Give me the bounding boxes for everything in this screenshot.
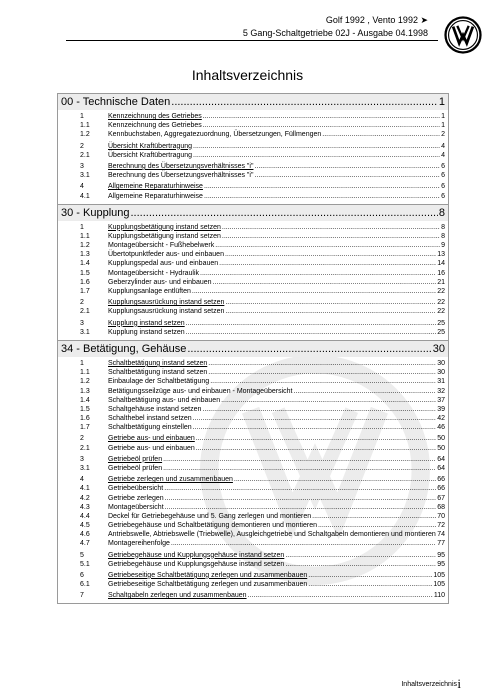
toc-entry[interactable]	[58, 278, 448, 287]
leader-dots	[202, 405, 436, 414]
toc-entry[interactable]	[58, 464, 448, 473]
entry-number: 6	[80, 571, 84, 579]
entry-page: 8	[441, 232, 445, 240]
entry-title: Getriebegehäuse und Kupplungsgehäuse instand setzen	[108, 551, 285, 559]
entry-number: 5	[80, 551, 84, 559]
toc-group	[58, 112, 448, 140]
entry-title: Getriebe aus- und einbauen	[108, 444, 195, 452]
entry-number: 1.2	[80, 242, 90, 250]
entry-number: 4.7	[80, 540, 90, 548]
toc-entry[interactable]	[58, 130, 448, 139]
toc-section	[58, 205, 448, 341]
section-title: 30 - Kupplung	[61, 206, 130, 219]
entry-number: 4.1	[80, 485, 90, 493]
toc-entry[interactable]	[58, 455, 448, 464]
entry-title: Allgemeine Reparaturhinweise	[108, 183, 203, 191]
entry-number: 3	[80, 455, 84, 463]
entry-title: Kennzeichnung des Getriebes	[108, 122, 202, 130]
entry-title: Antriebswelle, Abtriebswelle (Triebwelle), Ausgleichgetriebe und Schaltgabeln demontieren und montieren	[108, 531, 436, 539]
entry-title: Schaltbetätigung instand setzen	[108, 369, 208, 377]
footer-label: Inhaltsverzeichnis	[401, 681, 457, 688]
entry-title: Getriebegehäuse und Kupplungsgehäuse instand setzen	[108, 560, 285, 568]
entry-page: 105	[433, 581, 445, 589]
entry-number: 6.1	[80, 581, 90, 589]
entry-title: Getriebe zerlegen und zusammenbauen	[108, 476, 233, 484]
entry-page: 74	[437, 531, 445, 539]
leader-dots	[186, 319, 437, 328]
toc-entry[interactable]	[58, 269, 448, 278]
leader-dots	[171, 539, 436, 548]
entry-title: Montageübersicht - Hydraulik	[108, 269, 200, 277]
document-title: Inhaltsverzeichnis	[191, 67, 304, 83]
toc-entry[interactable]	[58, 259, 448, 268]
entry-number: 1	[80, 113, 84, 120]
header-model-line: Golf 1992 , Vento 1992 ➤	[325, 15, 428, 25]
entry-number: 1.6	[80, 278, 90, 286]
leader-dots	[225, 307, 436, 316]
entry-title: Getriebeöl prüfen	[108, 465, 163, 472]
leader-dots	[225, 250, 436, 259]
toc-entry[interactable]	[58, 591, 448, 600]
toc-section-heading[interactable]	[58, 94, 448, 110]
entry-number: 1.5	[80, 405, 90, 413]
entry-page: 105	[433, 571, 445, 579]
entry-number: 5.1	[80, 560, 90, 568]
leader-dots	[193, 142, 440, 151]
entry-number: 1.5	[80, 269, 90, 277]
leader-dots	[163, 455, 436, 464]
leader-dots	[285, 560, 436, 569]
entry-title: Schaltbetätigung instand setzen	[108, 359, 208, 367]
section-page: 30	[432, 342, 445, 355]
entry-title: Getriebegehäuse und Schaltbetätigung demontieren und montieren	[108, 522, 317, 530]
leader-dots	[221, 396, 436, 405]
entry-page: 1	[441, 113, 445, 120]
leader-dots	[308, 580, 432, 589]
toc-entry[interactable]	[58, 359, 448, 368]
entry-page: 30	[437, 359, 445, 367]
entry-page: 4	[441, 151, 445, 159]
leader-dots	[318, 521, 436, 530]
entry-number: 4	[80, 476, 84, 484]
toc-entry[interactable]	[58, 121, 448, 130]
toc-entry[interactable]	[58, 307, 448, 316]
toc-entry[interactable]	[58, 494, 448, 503]
leader-dots	[219, 259, 436, 268]
leader-dots	[187, 341, 431, 357]
entry-number: 3	[80, 162, 84, 170]
entry-page: 110	[433, 592, 445, 600]
leader-dots	[213, 278, 437, 287]
toc-group	[58, 475, 448, 548]
entry-page: 32	[437, 387, 445, 395]
entry-number: 2	[80, 299, 84, 307]
leader-dots	[192, 287, 436, 296]
entry-title: Kupplungsbetätigung instand setzen	[108, 232, 221, 240]
toc-entry[interactable]	[58, 396, 448, 405]
brand-logo-icon	[444, 16, 482, 54]
entry-title: Berechnung des Übersetzungsverhältnisses "i"	[108, 172, 254, 180]
header-subtitle: 5 Gang-Schaltgetriebe 02J - Ausgabe 04.1998	[242, 28, 428, 38]
entry-page: 8	[441, 223, 445, 231]
entry-title: Kennzeichnung des Getriebes	[108, 113, 202, 120]
entry-page: 67	[437, 494, 445, 502]
entry-title: Getriebeseitige Schaltbetätigung zerlegen und zusammenbauen	[108, 581, 308, 589]
entry-number: 1.7	[80, 288, 90, 295]
entry-page: 25	[437, 328, 445, 336]
entry-page: 22	[437, 288, 445, 295]
entry-title: Montageübersicht - Fußhebelwerk	[108, 242, 215, 250]
entry-number: 1.6	[80, 415, 90, 423]
entry-title: Übersicht Kraftübertragung	[108, 142, 193, 150]
entry-title: Getriebe zerlegen	[108, 494, 164, 502]
toc-entry[interactable]	[58, 580, 448, 589]
toc-section-heading[interactable]	[58, 341, 448, 357]
entry-title: Deckel für Getriebegehäuse und 5. Gang zerlegen und montieren	[108, 512, 312, 520]
toc-entry[interactable]	[58, 319, 448, 328]
entry-page: 14	[437, 260, 445, 268]
leader-dots	[203, 121, 440, 130]
toc-entry[interactable]	[58, 162, 448, 171]
leader-dots	[196, 434, 436, 443]
entry-title: Kupplungsausrückung instand setzen	[108, 308, 225, 316]
entry-page: 64	[437, 455, 445, 463]
toc-entry[interactable]	[58, 192, 448, 201]
leader-dots	[293, 387, 436, 396]
entry-page: 66	[437, 485, 445, 493]
toc-entry[interactable]	[58, 287, 448, 296]
footer-page-number: i	[457, 676, 461, 691]
leader-dots	[193, 414, 437, 423]
entry-number: 2	[80, 435, 84, 443]
entry-number: 1.1	[80, 122, 90, 130]
toc-group	[58, 319, 448, 337]
entry-title: Getriebeübersicht	[108, 485, 164, 493]
leader-dots	[222, 232, 440, 241]
leader-dots	[285, 551, 436, 560]
entry-title: Kupplungsanlage entlüften	[108, 288, 191, 295]
entry-page: 22	[437, 308, 445, 316]
entry-title: Einbaulage der Schaltbetätigung	[108, 378, 210, 386]
entry-page: 9	[441, 242, 445, 250]
entry-title: Allgemeine Reparaturhinweise	[108, 192, 203, 200]
entry-page: 6	[441, 172, 445, 180]
entry-number: 1.3	[80, 387, 90, 395]
entry-title: Schalthebel instand setzen	[108, 415, 192, 423]
entry-number: 4.6	[80, 531, 90, 539]
toc-section-heading[interactable]	[58, 205, 448, 221]
toc-group	[58, 182, 448, 200]
toc-entry[interactable]	[58, 377, 448, 386]
entry-title: Kupplung instand setzen	[108, 328, 185, 336]
section-title: 34 - Betätigung, Gehäuse	[61, 342, 187, 355]
toc-group	[58, 551, 448, 569]
toc-entry[interactable]	[58, 112, 448, 121]
toc-group	[58, 142, 448, 160]
leader-dots	[193, 423, 437, 432]
entry-number: 2	[80, 142, 84, 150]
leader-dots	[308, 571, 432, 580]
leader-dots	[163, 464, 436, 473]
toc-entry[interactable]	[58, 434, 448, 443]
entry-title: Schaltbetätigung aus- und einbauen	[108, 396, 221, 404]
toc-entry[interactable]	[58, 512, 448, 521]
entry-title: Kupplung instand setzen	[108, 319, 185, 327]
toc-entry[interactable]	[58, 368, 448, 377]
entry-page: 13	[437, 251, 445, 259]
entry-page: 4	[441, 142, 445, 150]
toc-entry[interactable]	[58, 142, 448, 151]
entry-number: 1.2	[80, 131, 90, 139]
entry-page: 30	[437, 369, 445, 377]
toc-entry[interactable]	[58, 223, 448, 232]
toc-entry[interactable]	[58, 328, 448, 337]
entry-page: 72	[437, 522, 445, 530]
entry-page: 2	[441, 131, 445, 139]
toc-entry[interactable]	[58, 530, 448, 539]
entry-page: 95	[437, 551, 445, 559]
entry-number: 2.1	[80, 151, 90, 159]
entry-page: 22	[437, 299, 445, 307]
toc-entry[interactable]	[58, 298, 448, 307]
entry-page: 66	[437, 476, 445, 484]
toc-entry[interactable]	[58, 171, 448, 180]
entry-title: Montageübersicht	[108, 503, 164, 511]
entry-page: 6	[441, 162, 445, 170]
toc-entry[interactable]	[58, 423, 448, 432]
leader-dots	[171, 94, 438, 110]
entry-page: 16	[437, 269, 445, 277]
toc-entry[interactable]	[58, 405, 448, 414]
entry-title: Übertotpunktfeder aus- und einbauen	[108, 251, 224, 259]
page-header	[0, 0, 495, 60]
toc-group	[58, 298, 448, 316]
entry-page: 37	[437, 396, 445, 404]
leader-dots	[193, 151, 440, 160]
table-of-contents	[57, 93, 449, 604]
entry-number: 2.1	[80, 444, 90, 452]
leader-dots	[254, 171, 440, 180]
entry-title: Kupplungsausrückung instand setzen	[108, 299, 225, 307]
entry-title: Getriebeöl prüfen	[108, 455, 163, 463]
entry-number: 4.2	[80, 494, 90, 502]
entry-number: 3.1	[80, 328, 90, 336]
entry-title: Übersicht Kraftübertragung	[108, 151, 193, 159]
entry-page: 25	[437, 319, 445, 327]
entry-page: 6	[441, 192, 445, 200]
entry-page: 50	[437, 435, 445, 443]
entry-number: 1.3	[80, 251, 90, 259]
toc-group	[58, 162, 448, 180]
toc-entry[interactable]	[58, 521, 448, 530]
entry-number: 1.7	[80, 424, 90, 432]
leader-dots	[196, 444, 436, 453]
entry-number: 1.1	[80, 232, 90, 240]
leader-dots	[131, 205, 438, 221]
leader-dots	[234, 475, 436, 484]
toc-entry[interactable]	[58, 551, 448, 560]
toc-group	[58, 223, 448, 297]
leader-dots	[312, 512, 436, 521]
entry-title: Betätigungsseilzüge aus- und einbauen - Montageübersicht	[108, 387, 293, 395]
entry-number: 2.1	[80, 308, 90, 316]
toc-entry[interactable]	[58, 151, 448, 160]
toc-entry[interactable]	[58, 503, 448, 512]
entry-page: 68	[437, 503, 445, 511]
leader-dots	[200, 269, 436, 278]
entry-page: 21	[437, 278, 445, 286]
toc-section	[58, 94, 448, 205]
leader-dots	[208, 368, 436, 377]
entry-number: 1	[80, 223, 84, 231]
toc-entry[interactable]	[58, 387, 448, 396]
toc-entry[interactable]	[58, 182, 448, 191]
entry-page: 95	[437, 560, 445, 568]
leader-dots	[222, 223, 440, 232]
section-page: 8	[438, 206, 445, 219]
entry-page: 77	[437, 540, 445, 548]
leader-dots	[165, 503, 437, 512]
entry-title: Montagereihenfolge	[108, 540, 170, 548]
entry-page: 50	[437, 444, 445, 452]
toc-entry[interactable]	[58, 232, 448, 241]
entry-title: Kennbuchstaben, Aggregatezuordnung, Übersetzungen, Füllmengen	[108, 131, 322, 139]
toc-entry[interactable]	[58, 571, 448, 580]
toc-entry[interactable]	[58, 444, 448, 453]
toc-entry[interactable]	[58, 539, 448, 548]
leader-dots	[208, 359, 436, 368]
entry-title: Getriebe aus- und einbauen	[108, 435, 195, 443]
entry-page: 31	[437, 378, 445, 386]
entry-page: 1	[441, 122, 445, 130]
entry-page: 42	[437, 415, 445, 423]
entry-number: 1	[80, 359, 84, 367]
toc-group	[58, 591, 448, 600]
entry-title: Schaltgehäuse instand setzen	[108, 405, 202, 413]
toc-group	[58, 434, 448, 452]
leader-dots	[203, 112, 440, 121]
entry-number: 3.1	[80, 172, 90, 180]
entry-title: Schaltgabeln zerlegen und zusammenbauen	[108, 592, 247, 600]
leader-dots	[248, 591, 433, 600]
entry-number: 4.1	[80, 192, 90, 200]
entry-title: Kupplungspedal aus- und einbauen	[108, 260, 219, 268]
entry-number: 1.4	[80, 260, 90, 268]
entry-number: 7	[80, 592, 84, 600]
leader-dots	[254, 162, 440, 171]
section-title: 00 - Technische Daten	[61, 96, 171, 108]
header-divider	[66, 40, 438, 41]
toc-section	[58, 341, 448, 604]
leader-dots	[210, 377, 436, 386]
entry-number: 3	[80, 319, 84, 327]
toc-group	[58, 455, 448, 473]
entry-title: Getriebeseitige Schaltbetätigung zerlegen und zusammenbauen	[108, 571, 308, 579]
entry-title: Kupplungsbetätigung instand setzen	[108, 223, 221, 231]
leader-dots	[204, 182, 440, 191]
toc-entry[interactable]	[58, 484, 448, 493]
entry-number: 4.4	[80, 512, 90, 520]
entry-page: 6	[441, 183, 445, 191]
section-page: 1	[438, 96, 445, 108]
leader-dots	[186, 328, 437, 337]
entry-title: Geberzylinder aus- und einbauen	[108, 278, 212, 286]
leader-dots	[225, 298, 436, 307]
leader-dots	[215, 241, 440, 250]
entry-page: 39	[437, 405, 445, 413]
entry-page: 70	[437, 512, 445, 520]
leader-dots	[164, 484, 436, 493]
entry-number: 3.1	[80, 465, 90, 472]
toc-entry[interactable]	[58, 250, 448, 259]
entry-page: 46	[437, 424, 445, 432]
toc-group	[58, 359, 448, 433]
toc-entry[interactable]	[58, 241, 448, 250]
entry-number: 1.2	[80, 378, 90, 386]
entry-title: Berechnung des Übersetzungsverhältnisses "i"	[108, 162, 254, 170]
toc-group	[58, 571, 448, 589]
leader-dots	[165, 494, 437, 503]
entry-number: 4	[80, 183, 84, 191]
entry-number: 4.3	[80, 503, 90, 511]
toc-entry[interactable]	[58, 560, 448, 569]
entry-title: Schaltbetätigung einstellen	[108, 424, 192, 432]
leader-dots	[322, 130, 440, 139]
entry-number: 4.5	[80, 522, 90, 530]
leader-dots	[204, 192, 440, 201]
toc-entry[interactable]	[58, 414, 448, 423]
entry-number: 1.4	[80, 396, 90, 404]
entry-number: 1.1	[80, 369, 90, 377]
toc-entry[interactable]	[58, 475, 448, 484]
entry-page: 64	[437, 465, 445, 472]
